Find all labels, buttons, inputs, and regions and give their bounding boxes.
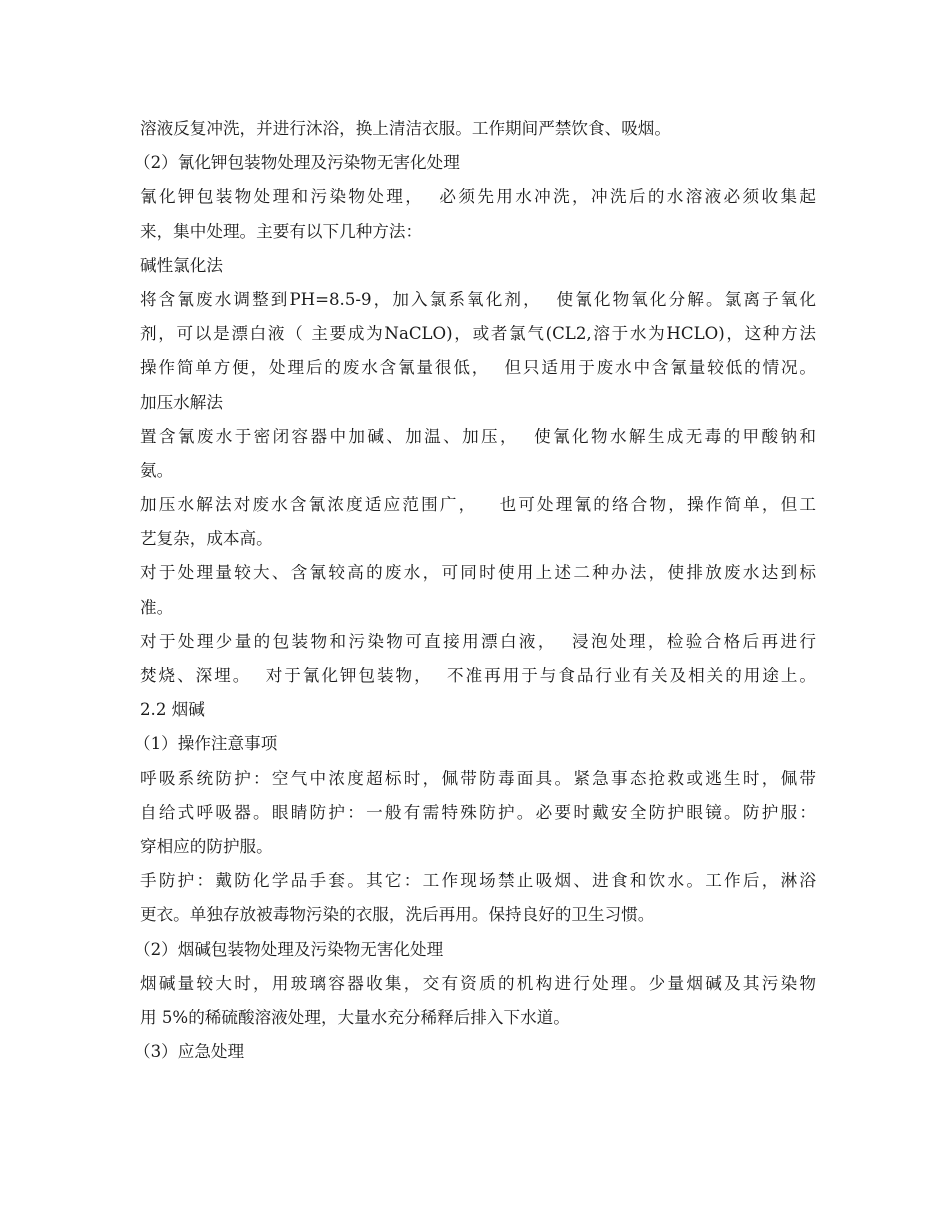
paragraph-line: 加压水解法对废水含氰浓度适应范围广， 也可处理氰的络合物，操作简单，但工 [140, 495, 816, 515]
paragraph-line: 烟碱量较大时，用玻璃容器收集，交有资质的机构进行处理。少量烟碱及其污染物 [140, 973, 816, 993]
document-page [134, 112, 816, 1069]
section-heading: （2）烟碱包装物处理及污染物无害化处理 [134, 939, 444, 959]
paragraph-line: 剂，可以是漂白液（ 主要成为NaCLO)，或者氯气(CL2,溶于水为HCLO)，这种方法 [140, 324, 816, 344]
paragraph-line: 氰化钾包装物处理和污染物处理， 必须先用水冲洗，冲洗后的水溶液必须收集起 [140, 187, 816, 207]
paragraph-line: 溶液反复冲洗，并进行沐浴，换上清洁衣服。工作期间严禁饮食、吸烟。 [140, 119, 671, 138]
paragraph-line: 用 5%的稀硫酸溶液处理，大量水充分稀释后排入下水道。 [140, 1007, 570, 1027]
paragraph-line: 艺复杂，成本高。 [140, 529, 273, 549]
method-heading: 加压水解法 [140, 392, 223, 412]
paragraph-line: 将含氰废水调整到PH=8.5-9，加入氯系氧化剂， 使氰化物氧化分解。氯离子氧化 [140, 289, 816, 309]
section-heading: （2）氰化钾包装物处理及污染物无害化处理 [134, 153, 460, 173]
paragraph-line: 手防护：戴防化学品手套。其它：工作现场禁止吸烟、进食和饮水。工作后，淋浴 [140, 871, 816, 891]
paragraph-line: 氨。 [140, 460, 174, 480]
paragraph-line: 对于处理少量的包装物和污染物可直接用漂白液， 浸泡处理，检验合格后再进行 [140, 631, 816, 651]
paragraph-line: 呼吸系统防护：空气中浓度超标时，佩带防毒面具。紧急事态抢救或逃生时，佩带 [140, 768, 816, 788]
paragraph-line: 操作简单方便，处理后的废水含氰量很低， 但只适用于废水中含氰量较低的情况。 [140, 358, 816, 378]
section-heading: （3）应急处理 [134, 1042, 245, 1062]
method-heading: 碱性氯化法 [140, 255, 223, 275]
section-heading: 2.2 烟碱 [140, 700, 205, 720]
paragraph-line: 更衣。单独存放被毒物污染的衣服，洗后再用。保持良好的卫生习惯。 [140, 905, 655, 925]
paragraph-line: 置含氰废水于密闭容器中加碱、加温、加压， 使氰化物水解生成无毒的甲酸钠和 [140, 426, 816, 446]
paragraph-line: 自给式呼吸器。眼睛防护：一般有需特殊防护。必要时戴安全防护眼镜。防护服： [140, 802, 816, 822]
paragraph-line: 对于处理量较大、含氰较高的废水，可同时使用上述二种办法，使排放废水达到标 [140, 563, 816, 583]
paragraph-line: 焚烧、深埋。 对于氰化钾包装物， 不准再用于与食品行业有关及相关的用途上。 [140, 666, 816, 685]
section-heading: （1）操作注意事项 [134, 734, 278, 754]
paragraph-line: 准。 [140, 597, 174, 617]
paragraph-line: 穿相应的防护服。 [140, 836, 273, 856]
paragraph-line: 来，集中处理。主要有以下几种方法： [140, 221, 423, 241]
